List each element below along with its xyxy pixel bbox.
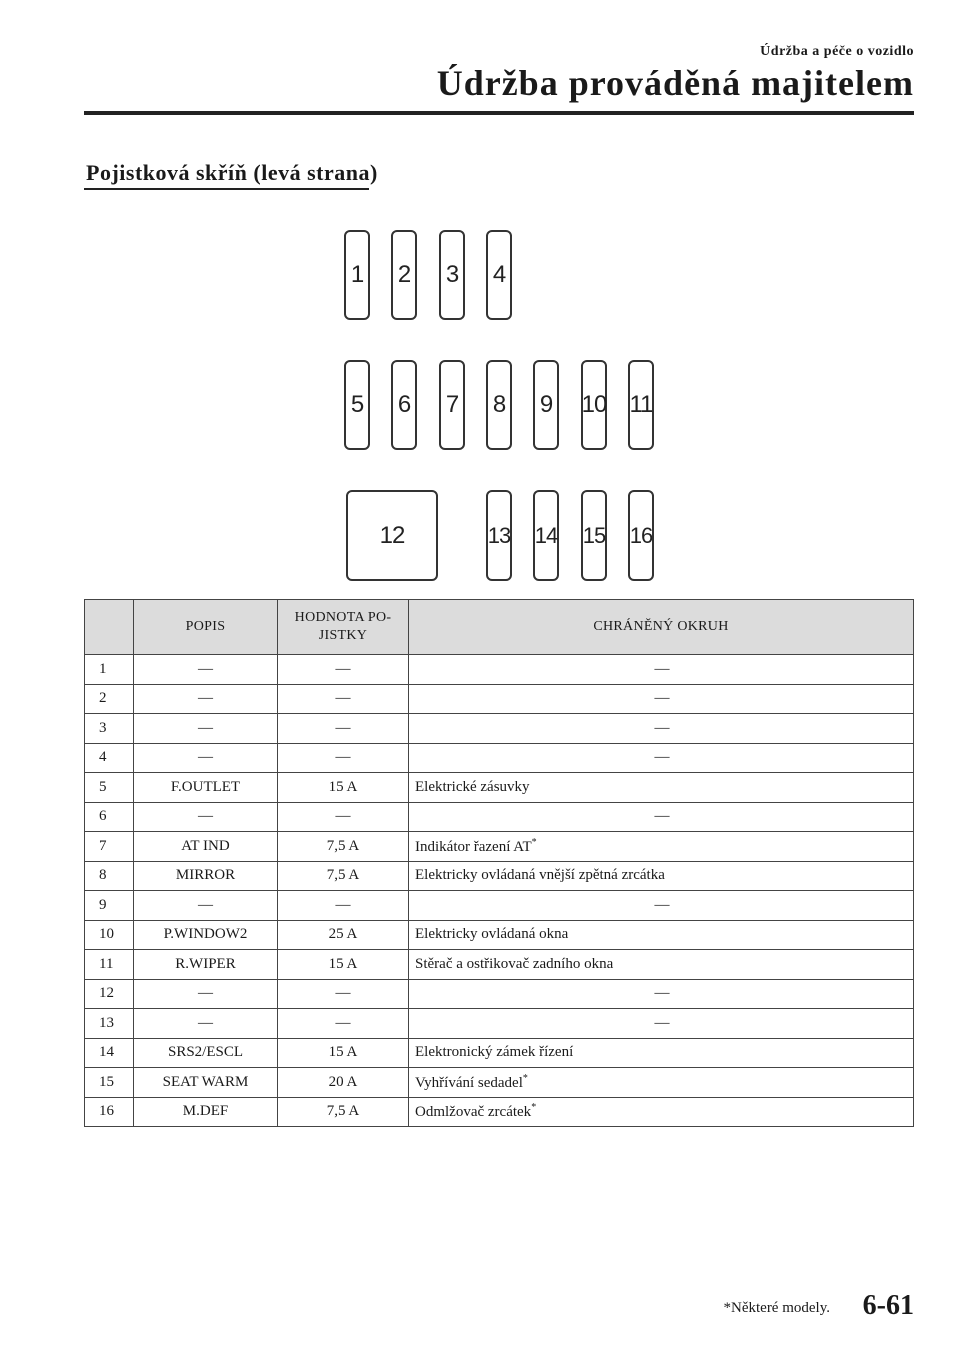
protected-circuit-cell: —: [409, 891, 914, 921]
fuse-number-cell: 9: [85, 891, 134, 921]
fuse-value-cell: —: [278, 891, 409, 921]
fuse-label: 2: [397, 261, 411, 288]
section-underline: [84, 188, 369, 190]
footnote-mark: *: [531, 1102, 537, 1114]
fuse-description-cell: F.OUTLET: [134, 773, 278, 803]
fuse-15: [581, 490, 607, 581]
footnote: *Některé modely.: [723, 1300, 830, 1316]
fuse-value-cell: 15 A: [278, 773, 409, 803]
fuse-value-cell: 15 A: [278, 1038, 409, 1068]
fuse-value-cell: —: [278, 714, 409, 744]
fuse-label: 4: [492, 261, 506, 288]
table-row: [85, 714, 914, 744]
fuse-label: 8: [492, 391, 506, 418]
table-row: [85, 1068, 914, 1098]
footnote-mark: *: [522, 1072, 528, 1084]
fuse-value-cell: 25 A: [278, 920, 409, 950]
fuse-value-cell: —: [278, 684, 409, 714]
fuse-description-cell: —: [134, 979, 278, 1009]
fuse-description-cell: —: [134, 684, 278, 714]
section-title: Pojistková skříň (levá strana): [86, 160, 378, 185]
table-row: [85, 950, 914, 980]
fuse-label: 15: [582, 522, 606, 548]
protected-circuit-cell: —: [409, 802, 914, 832]
fuse-10: [581, 360, 607, 450]
table-row: [85, 802, 914, 832]
fuse-value-cell: 7,5 A: [278, 861, 409, 891]
fuse-box-diagram: [330, 222, 670, 592]
protected-circuit-cell: Odmlžovač zrcátek*: [409, 1097, 914, 1127]
header-hodnota-line2: JISTKY: [318, 628, 368, 643]
fuse-description-cell: —: [134, 743, 278, 773]
fuse-description-cell: —: [134, 891, 278, 921]
fuse-number-cell: 5: [85, 773, 134, 803]
fuse-number-cell: 4: [85, 743, 134, 773]
fuse-value-cell: —: [278, 1009, 409, 1039]
protected-circuit-cell: Vyhřívání sedadel*: [409, 1068, 914, 1098]
fuse-number-cell: 13: [85, 1009, 134, 1039]
fuse-3: [439, 230, 465, 320]
table-row: [85, 655, 914, 685]
fuse-number-cell: 14: [85, 1038, 134, 1068]
fuse-11: [628, 360, 654, 450]
fuse-value-cell: —: [278, 743, 409, 773]
header-popis: POPIS: [134, 600, 278, 655]
table-header-row: [85, 600, 914, 655]
fuse-6: [391, 360, 417, 450]
fuse-value-cell: 20 A: [278, 1068, 409, 1098]
fuse-label: 13: [487, 522, 511, 548]
table-row: [85, 861, 914, 891]
fuse-number-cell: 2: [85, 684, 134, 714]
table-row: [85, 1097, 914, 1127]
fuse-14: [533, 490, 559, 581]
fuse-table: [84, 599, 914, 1127]
fuse-value-cell: 15 A: [278, 950, 409, 980]
header-okruh: CHRÁNĚNÝ OKRUH: [409, 600, 914, 655]
table-row: [85, 920, 914, 950]
protected-circuit-cell: Elektronický zámek řízení: [409, 1038, 914, 1068]
header-divider: [84, 111, 914, 115]
fuse-label: 6: [397, 391, 411, 418]
chapter-title: Údržba prováděná majitelem: [436, 63, 914, 103]
fuse-label: 5: [350, 391, 364, 418]
protected-circuit-cell: Elektricky ovládaná okna: [409, 920, 914, 950]
fuse-description-cell: M.DEF: [134, 1097, 278, 1127]
fuse-4: [486, 230, 512, 320]
table-row: [85, 773, 914, 803]
header-hodnota-line1: HODNOTA PO-: [294, 610, 392, 625]
table-row: [85, 1009, 914, 1039]
page-number: 6-61: [862, 1290, 914, 1321]
fuse-number-cell: 8: [85, 861, 134, 891]
fuse-label: 11: [629, 391, 653, 418]
protected-circuit-cell: Stěrač a ostřikovač zadního okna: [409, 950, 914, 980]
fuse-number-cell: 3: [85, 714, 134, 744]
fuse-5: [344, 360, 370, 450]
header-hodnota: [278, 600, 409, 655]
fuse-value-cell: 7,5 A: [278, 832, 409, 862]
fuse-description-cell: —: [134, 714, 278, 744]
fuse-number-cell: 16: [85, 1097, 134, 1127]
footnote-mark: *: [531, 836, 537, 848]
protected-circuit-cell: —: [409, 684, 914, 714]
protected-circuit-cell: Elektrické zásuvky: [409, 773, 914, 803]
fuse-number-cell: 6: [85, 802, 134, 832]
fuse-value-cell: —: [278, 655, 409, 685]
fuse-label: 7: [445, 391, 459, 418]
fuse-description-cell: P.WINDOW2: [134, 920, 278, 950]
fuse-label: 16: [629, 522, 653, 548]
fuse-label: 10: [581, 391, 607, 418]
fuse-7: [439, 360, 465, 450]
header-number: [85, 600, 134, 655]
fuse-description-cell: MIRROR: [134, 861, 278, 891]
protected-circuit-cell: Elektricky ovládaná vnější zpětná zrcátka: [409, 861, 914, 891]
fuse-number-cell: 12: [85, 979, 134, 1009]
fuse-description-cell: R.WIPER: [134, 950, 278, 980]
protected-circuit-cell: —: [409, 979, 914, 1009]
fuse-number-cell: 15: [85, 1068, 134, 1098]
fuse-description-cell: —: [134, 655, 278, 685]
fuse-number-cell: 1: [85, 655, 134, 685]
fuse-label: 14: [534, 522, 558, 548]
protected-circuit-cell: —: [409, 743, 914, 773]
fuse-description-cell: SEAT WARM: [134, 1068, 278, 1098]
protected-circuit-cell: —: [409, 714, 914, 744]
fuse-value-cell: 7,5 A: [278, 1097, 409, 1127]
protected-circuit-cell: —: [409, 655, 914, 685]
fuse-label: 1: [350, 261, 364, 288]
fuse-number-cell: 7: [85, 832, 134, 862]
table-row: [85, 743, 914, 773]
chapter-subtitle: Údržba a péče o vozidlo: [760, 44, 914, 59]
fuse-8: [486, 360, 512, 450]
fuse-2: [391, 230, 417, 320]
fuse-number-cell: 11: [85, 950, 134, 980]
fuse-description-cell: —: [134, 1009, 278, 1039]
fuse-number-cell: 10: [85, 920, 134, 950]
table-row: [85, 1038, 914, 1068]
fuse-value-cell: —: [278, 979, 409, 1009]
table-row: [85, 979, 914, 1009]
fuse-description-cell: SRS2/ESCL: [134, 1038, 278, 1068]
fuse-label: 9: [539, 391, 553, 418]
protected-circuit-cell: —: [409, 1009, 914, 1039]
fuse-description-cell: —: [134, 802, 278, 832]
fuse-description-cell: AT IND: [134, 832, 278, 862]
fuse-value-cell: —: [278, 802, 409, 832]
fuse-label: 3: [445, 261, 459, 288]
table-row: [85, 891, 914, 921]
protected-circuit-cell: Indikátor řazení AT*: [409, 832, 914, 862]
fuse-1: [344, 230, 370, 320]
fuse-9: [533, 360, 559, 450]
fuse-16: [628, 490, 654, 581]
table-row: [85, 684, 914, 714]
fuse-13: [486, 490, 512, 581]
fuse-12: [346, 490, 438, 581]
fuse-label: 12: [379, 521, 405, 549]
table-row: [85, 832, 914, 862]
